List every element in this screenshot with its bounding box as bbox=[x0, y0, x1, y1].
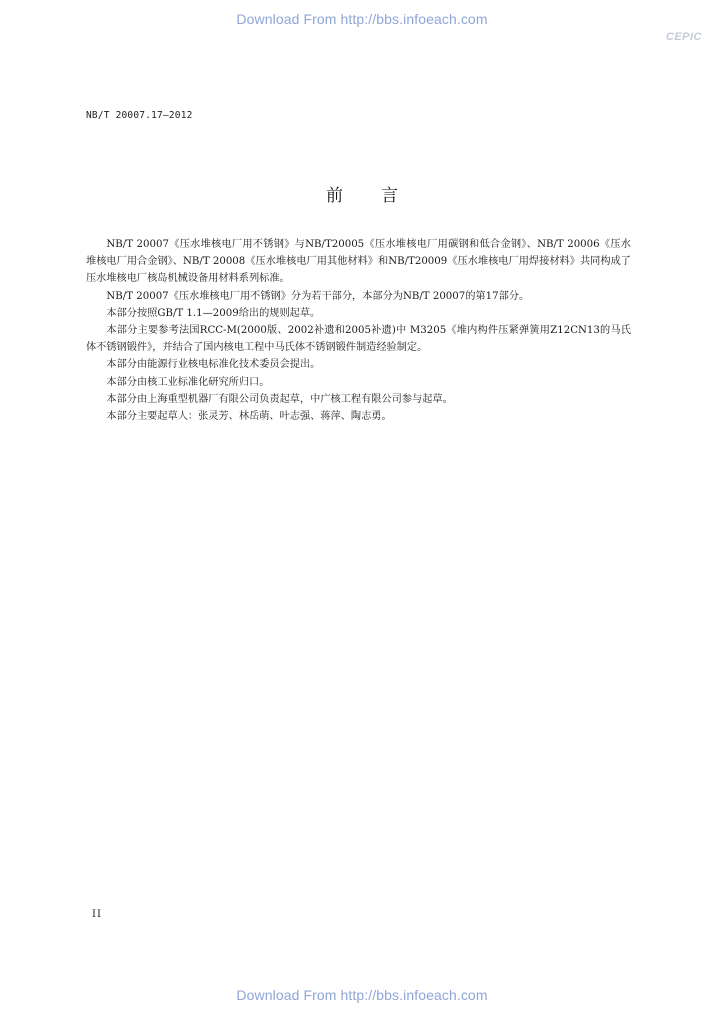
section-title: 前言 bbox=[326, 186, 436, 206]
paragraph-drafting-org: 本部分由上海重型机器厂有限公司负责起草，中广核工程有限公司参与起草。 bbox=[106, 393, 453, 405]
paragraph-drafting-rules: 本部分按照GB/T 1.1—2009给出的规则起草。 bbox=[106, 307, 321, 319]
paragraph-series-overview: NB/T 20007《压水堆核电厂用不锈钢》与NB/T20005《压水堆核电厂用碳钢和低合金钢》、NB/T 20006《压水堆核电厂用合金钢》、NB/T 20008《压水堆核电厂用其他材料》和NB/T20009《压水堆核电厂用焊接材料》共同构成了压水堆核电厂核岛机械设备用材料系列标准。 bbox=[86, 239, 631, 285]
watermark-top: Download From http://bbs.infoeach.com bbox=[236, 11, 488, 27]
paragraph-part-scope: NB/T 20007《压水堆核电厂用不锈钢》分为若干部分，本部分为NB/T 20007的第17部分。 bbox=[106, 290, 530, 302]
cepic-logo: CEPIC bbox=[665, 31, 702, 43]
paragraph-drafters: 本部分主要起草人：张灵芳、林岳萌、叶志强、蒋萍、陶志勇。 bbox=[106, 411, 392, 423]
paragraph-centralized-by: 本部分由核工业标准化研究所归口。 bbox=[106, 376, 270, 388]
page-number: II bbox=[92, 909, 102, 920]
foreword-body bbox=[86, 236, 631, 425]
paragraph-proposed-by: 本部分由能源行业核电标准化技术委员会提出。 bbox=[106, 359, 321, 371]
paragraph-references: 本部分主要参考法国RCC-M(2000版、2002补遗和2005补遗)中 M3205《堆内构件压紧弹簧用Z12CN13的马氏体不锈钢锻件》，并结合了国内核电工程中马氏体不锈钢锻件制造经验制定。 bbox=[86, 325, 631, 354]
watermark-bottom: Download From http://bbs.infoeach.com bbox=[236, 987, 488, 1003]
document-number: NB/T 20007.17—2012 bbox=[86, 110, 193, 121]
